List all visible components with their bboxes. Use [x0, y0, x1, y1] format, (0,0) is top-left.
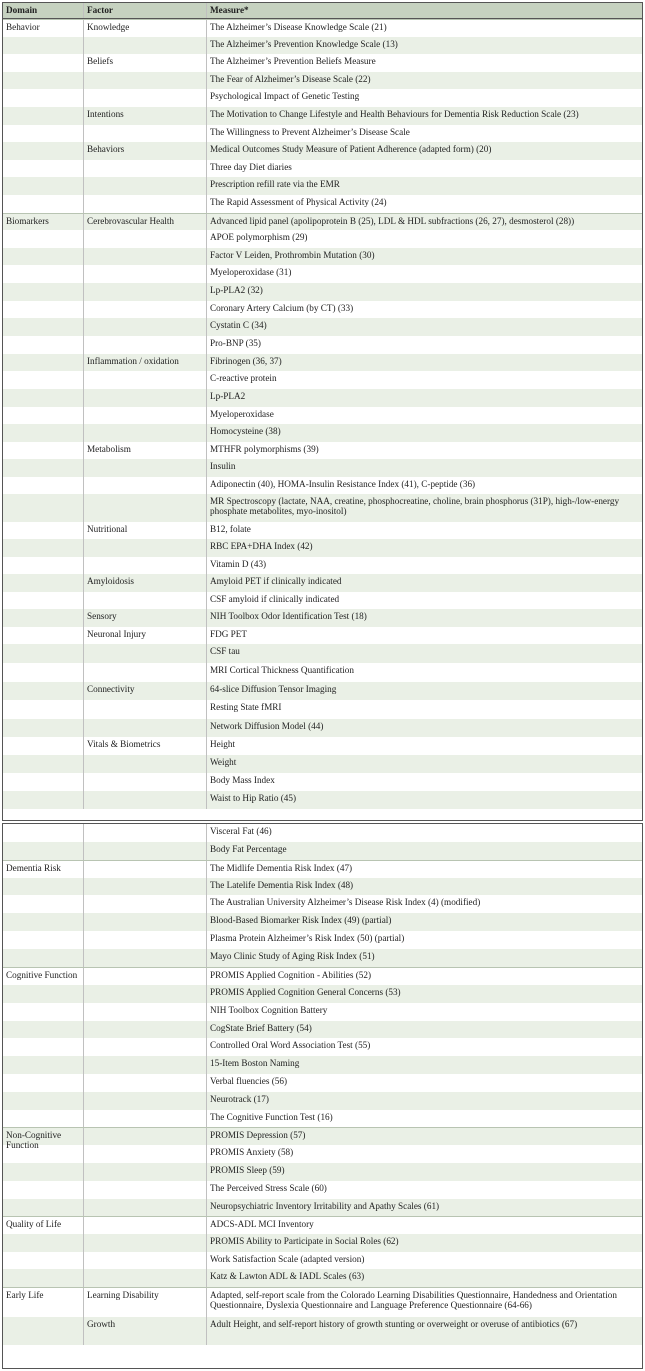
factor-cell — [83, 1234, 206, 1252]
measure-cell: The Alzheimer’s Disease Knowledge Scale (21) — [206, 20, 644, 37]
domain-cell — [3, 824, 83, 842]
domain-cell — [3, 682, 83, 700]
domain-cell — [3, 557, 83, 574]
domain-cell — [3, 574, 83, 592]
factor-cell — [83, 755, 206, 773]
factor-cell: Amyloidosis — [83, 574, 206, 592]
domain-cell — [3, 371, 83, 389]
domain-cell — [3, 1252, 83, 1269]
domain-cell — [3, 791, 83, 809]
table-row — [3, 1074, 642, 1092]
table-row — [3, 1199, 642, 1216]
domain-cell — [3, 442, 83, 459]
domain-cell — [3, 931, 83, 949]
measure-cell: The Latelife Dementia Risk Index (48) — [206, 878, 644, 895]
domain-cell — [3, 177, 83, 195]
domain-cell — [3, 719, 83, 737]
factor-cell — [83, 895, 206, 913]
factor-cell: Learning Disability — [83, 1288, 206, 1317]
factor-cell — [83, 1021, 206, 1038]
table-row — [3, 195, 642, 213]
factor-cell — [83, 949, 206, 967]
factor-cell — [83, 824, 206, 842]
domain-cell — [3, 755, 83, 773]
table-row — [3, 878, 642, 895]
measure-cell: The Perceived Stress Scale (60) — [206, 1181, 644, 1199]
domain-cell — [3, 195, 83, 213]
measure-cell: C-reactive protein — [206, 371, 644, 389]
domain-cell — [3, 336, 83, 354]
factor-cell — [83, 1056, 206, 1074]
domain-cell — [3, 301, 83, 318]
factor-cell — [83, 301, 206, 318]
measure-cell: MTHFR polymorphisms (39) — [206, 442, 644, 459]
measure-cell: Resting State fMRI — [206, 700, 644, 719]
factor-cell — [83, 1145, 206, 1163]
factor-cell — [83, 557, 206, 574]
domain-cell: Behavior — [6, 22, 40, 32]
factor-cell — [83, 842, 206, 860]
measure-cell: PROMIS Sleep (59) — [206, 1163, 644, 1181]
measure-cell: The Alzheimer’s Prevention Beliefs Measure — [206, 54, 644, 72]
table-row — [3, 609, 642, 627]
measure-cell: 15-Item Boston Naming — [206, 1056, 644, 1074]
measure-cell: Katz & Lawton ADL & IADL Scales (63) — [206, 1269, 644, 1287]
measure-cell: The Midlife Dementia Risk Index (47) — [206, 861, 644, 878]
measure-cell: Verbal fluencies (56) — [206, 1074, 644, 1092]
factor-cell — [83, 1199, 206, 1216]
factor-cell: Sensory — [83, 609, 206, 627]
domain-cell — [3, 424, 83, 442]
factor-cell — [83, 494, 206, 522]
domain-cell — [3, 142, 83, 160]
table-row — [3, 213, 642, 230]
factor-cell — [83, 424, 206, 442]
measure-cell: CSF amyloid if clinically indicated — [206, 592, 644, 609]
measure-cell: CSF tau — [206, 644, 644, 663]
table-row — [3, 644, 642, 663]
domain-cell — [3, 1269, 83, 1287]
table-row — [3, 371, 642, 389]
table-row — [3, 354, 642, 371]
domain-cell: Cognitive Function — [6, 970, 78, 980]
measure-cell: NIH Toolbox Cognition Battery — [206, 1003, 644, 1021]
table-row — [3, 682, 642, 700]
domain-cell — [3, 985, 83, 1003]
factor-cell — [83, 1163, 206, 1181]
table-row — [3, 1003, 642, 1021]
table-row — [3, 1234, 642, 1252]
domain-cell: Dementia Risk — [6, 863, 61, 873]
domain-cell — [3, 878, 83, 895]
table-row — [3, 389, 642, 407]
table-row — [3, 824, 642, 842]
table-row — [3, 592, 642, 609]
measure-cell: The Australian University Alzheimer’s Disease Risk Index (4) (modified) — [206, 895, 644, 913]
measure-cell: Neuropsychiatric Inventory Irritability and Apathy Scales (61) — [206, 1199, 644, 1216]
table-row — [3, 574, 642, 592]
measure-cell: RBC EPA+DHA Index (42) — [206, 539, 644, 557]
factor-cell — [83, 644, 206, 663]
measure-cell: Homocysteine (38) — [206, 424, 644, 442]
table-row — [3, 967, 642, 985]
factor-cell — [83, 318, 206, 336]
table-row — [3, 1092, 642, 1110]
domain-cell — [3, 477, 83, 494]
table-row — [3, 755, 642, 773]
table-row — [3, 459, 642, 477]
measure-cell: Adiponectin (40), HOMA-Insulin Resistance Index (41), C-peptide (36) — [206, 477, 644, 494]
measure-cell: Myeloperoxidase — [206, 407, 644, 424]
measure-cell: Advanced lipid panel (apolipoprotein B (25), LDL & HDL subfractions (26, 27), desmosterol (28)) — [206, 214, 644, 230]
domain-cell — [3, 737, 83, 755]
factor-cell — [83, 878, 206, 895]
measure-cell: Lp-PLA2 — [206, 389, 644, 407]
table-row — [3, 860, 642, 878]
measure-cell: The Rapid Assessment of Physical Activity (24) — [206, 195, 644, 213]
measure-cell: Adult Height, and self-report history of growth stunting or overweight or overuse of antibiotics (67) — [206, 1317, 644, 1345]
table-row — [3, 230, 642, 248]
table-row — [3, 19, 642, 37]
table-row — [3, 842, 642, 860]
table-row — [3, 72, 642, 89]
factor-cell: Vitals & Biometrics — [83, 737, 206, 755]
table-row — [3, 424, 642, 442]
table-row — [3, 1056, 642, 1074]
measure-cell: Myeloperoxidase (31) — [206, 265, 644, 283]
table-row — [3, 1181, 642, 1199]
table-row — [3, 895, 642, 913]
domain-cell — [3, 1021, 83, 1038]
measure-cell: Neurotrack (17) — [206, 1092, 644, 1110]
factor-cell — [83, 1110, 206, 1127]
factor-cell — [83, 195, 206, 213]
measure-cell: Network Diffusion Model (44) — [206, 719, 644, 737]
table-row — [3, 522, 642, 539]
measure-cell: Body Mass Index — [206, 773, 644, 791]
factor-cell — [83, 1252, 206, 1269]
table-row — [3, 1145, 642, 1163]
table-row — [3, 1163, 642, 1181]
measure-cell: NIH Toolbox Odor Identification Test (18) — [206, 609, 644, 627]
factor-cell: Growth — [83, 1317, 206, 1345]
factor-cell — [83, 37, 206, 54]
measure-cell: Fibrinogen (36, 37) — [206, 354, 644, 371]
factor-cell — [83, 1038, 206, 1056]
table-row — [3, 125, 642, 142]
factor-cell — [83, 283, 206, 301]
measure-cell: Mayo Clinic Study of Aging Risk Index (51) — [206, 949, 644, 967]
domain-cell: Non-Cognitive Function — [6, 1130, 62, 1151]
domain-cell — [3, 407, 83, 424]
factor-cell — [83, 230, 206, 248]
table-row — [3, 1269, 642, 1287]
domain-cell: Quality of Life — [6, 1219, 62, 1229]
table-row — [3, 627, 642, 644]
measure-cell: PROMIS Applied Cognition - Abilities (52) — [206, 968, 644, 985]
factor-cell: Intentions — [83, 107, 206, 125]
measure-cell: Vitamin D (43) — [206, 557, 644, 574]
factor-cell — [83, 861, 206, 878]
domain-cell — [3, 160, 83, 177]
domain-cell — [3, 354, 83, 371]
factor-cell: Beliefs — [83, 54, 206, 72]
measures-table-part-1 — [2, 2, 643, 821]
domain-cell — [3, 663, 83, 682]
factor-cell — [83, 248, 206, 265]
measure-cell: Prescription refill rate via the EMR — [206, 177, 644, 195]
domain-cell — [3, 949, 83, 967]
domain-cell — [3, 125, 83, 142]
table-row — [3, 791, 642, 809]
factor-cell — [83, 371, 206, 389]
measure-cell: Coronary Artery Calcium (by CT) (33) — [206, 301, 644, 318]
factor-cell — [83, 89, 206, 107]
domain-cell — [3, 318, 83, 336]
factor-cell — [83, 265, 206, 283]
table-row — [3, 737, 642, 755]
domain-cell — [3, 773, 83, 791]
table-row — [3, 142, 642, 160]
measure-cell: MRI Cortical Thickness Quantification — [206, 663, 644, 682]
domain-cell — [3, 522, 83, 539]
measure-cell: B12, folate — [206, 522, 644, 539]
measure-cell: The Motivation to Change Lifestyle and Health Behaviours for Dementia Risk Reduction Scale (23) — [206, 107, 644, 125]
factor-cell — [83, 477, 206, 494]
domain-cell — [3, 1199, 83, 1216]
table-row — [3, 913, 642, 931]
table-row — [3, 985, 642, 1003]
domain-cell — [3, 1074, 83, 1092]
measure-cell: Factor V Leiden, Prothrombin Mutation (30) — [206, 248, 644, 265]
domain-cell — [3, 842, 83, 860]
table-row — [3, 248, 642, 265]
domain-cell — [3, 913, 83, 931]
measure-cell: Lp-PLA2 (32) — [206, 283, 644, 301]
measure-cell: Height — [206, 737, 644, 755]
measure-cell: Three day Diet diaries — [206, 160, 644, 177]
domain-cell — [3, 107, 83, 125]
measure-cell: The Fear of Alzheimer’s Disease Scale (22) — [206, 72, 644, 89]
table-row — [3, 557, 642, 574]
measure-cell: APOE polymorphism (29) — [206, 230, 644, 248]
factor-cell — [83, 72, 206, 89]
domain-cell — [3, 459, 83, 477]
factor-cell — [83, 539, 206, 557]
table-row — [3, 494, 642, 522]
table-row — [3, 442, 642, 459]
measures-table-part-2 — [2, 823, 643, 1369]
domain-cell — [3, 895, 83, 913]
table-row — [3, 1252, 642, 1269]
factor-cell — [83, 931, 206, 949]
table-row — [3, 336, 642, 354]
table-row — [3, 1317, 642, 1345]
domain-cell: Biomarkers — [6, 216, 49, 226]
domain-cell: Early Life — [6, 1290, 44, 1300]
factor-cell — [83, 719, 206, 737]
factor-cell — [83, 592, 206, 609]
domain-cell — [3, 248, 83, 265]
domain-cell — [3, 1163, 83, 1181]
measure-cell: 64-slice Diffusion Tensor Imaging — [206, 682, 644, 700]
measure-cell: PROMIS Ability to Participate in Social Roles (62) — [206, 1234, 644, 1252]
factor-cell — [83, 1217, 206, 1234]
table-row — [3, 1287, 642, 1317]
table-row — [3, 773, 642, 791]
measure-cell: Body Fat Percentage — [206, 842, 644, 860]
factor-cell — [83, 968, 206, 985]
measure-cell: Cystatin C (34) — [206, 318, 644, 336]
factor-cell — [83, 773, 206, 791]
header-factor: Factor — [83, 3, 206, 18]
domain-cell — [3, 644, 83, 663]
factor-cell — [83, 1074, 206, 1092]
table-row — [3, 1216, 642, 1234]
measure-cell: Medical Outcomes Study Measure of Patient Adherence (adapted form) (20) — [206, 142, 644, 160]
factor-cell — [83, 985, 206, 1003]
measure-cell: PROMIS Applied Cognition General Concerns (53) — [206, 985, 644, 1003]
measure-cell: Weight — [206, 755, 644, 773]
measure-cell: The Alzheimer’s Prevention Knowledge Scale (13) — [206, 37, 644, 54]
factor-cell — [83, 700, 206, 719]
domain-cell — [3, 1234, 83, 1252]
factor-cell — [83, 336, 206, 354]
measure-cell: Work Satisfaction Scale (adapted version) — [206, 1252, 644, 1269]
measure-cell: Amyloid PET if clinically indicated — [206, 574, 644, 592]
table-row — [3, 931, 642, 949]
measure-cell: FDG PET — [206, 627, 644, 644]
factor-cell — [83, 1181, 206, 1199]
table-row — [3, 37, 642, 54]
table-row — [3, 663, 642, 682]
factor-cell — [83, 389, 206, 407]
measure-cell: Visceral Fat (46) — [206, 824, 644, 842]
header-measure: Measure* — [206, 3, 644, 18]
factor-cell — [83, 1269, 206, 1287]
table-row — [3, 160, 642, 177]
table-row — [3, 539, 642, 557]
table-row — [3, 1021, 642, 1038]
measure-cell: Pro-BNP (35) — [206, 336, 644, 354]
domain-cell — [3, 230, 83, 248]
domain-cell — [3, 1181, 83, 1199]
factor-cell — [83, 663, 206, 682]
factor-cell: Cerebrovascular Health — [83, 214, 206, 230]
header-domain: Domain — [6, 5, 38, 15]
factor-cell: Neuronal Injury — [83, 627, 206, 644]
domain-cell — [3, 1038, 83, 1056]
domain-cell — [3, 89, 83, 107]
table-row — [3, 89, 642, 107]
table-row — [3, 107, 642, 125]
table-row — [3, 477, 642, 494]
domain-cell — [3, 592, 83, 609]
domain-cell — [3, 494, 83, 522]
table-row — [3, 301, 642, 318]
measure-cell: PROMIS Depression (57) — [206, 1128, 644, 1145]
table-row — [3, 283, 642, 301]
measure-cell: MR Spectroscopy (lactate, NAA, creatine, phosphocreatine, choline, brain phosphorus (31P), high-/low-energy phosphate metabolites, myo-inositol) — [206, 494, 644, 522]
domain-cell — [3, 609, 83, 627]
table-row — [3, 407, 642, 424]
domain-cell — [3, 283, 83, 301]
factor-cell — [83, 125, 206, 142]
domain-cell — [3, 72, 83, 89]
table-row — [3, 1038, 642, 1056]
table-row — [3, 177, 642, 195]
factor-cell: Inflammation / oxidation — [83, 354, 206, 371]
factor-cell — [83, 791, 206, 809]
factor-cell — [83, 1003, 206, 1021]
table-header — [3, 3, 642, 19]
measure-cell: Controlled Oral Word Association Test (55) — [206, 1038, 644, 1056]
measure-cell: The Willingness to Prevent Alzheimer’s Disease Scale — [206, 125, 644, 142]
measure-cell: The Cognitive Function Test (16) — [206, 1110, 644, 1127]
domain-cell — [3, 389, 83, 407]
measure-cell: Plasma Protein Alzheimer’s Risk Index (50) (partial) — [206, 931, 644, 949]
factor-cell: Metabolism — [83, 442, 206, 459]
measure-cell: Waist to Hip Ratio (45) — [206, 791, 644, 809]
domain-cell — [3, 37, 83, 54]
table-row — [3, 318, 642, 336]
table-row — [3, 1127, 642, 1151]
measure-cell: Blood-Based Biomarker Risk Index (49) (partial) — [206, 913, 644, 931]
factor-cell — [83, 913, 206, 931]
measure-cell: Psychological Impact of Genetic Testing — [206, 89, 644, 107]
domain-cell — [3, 1056, 83, 1074]
table-row — [3, 949, 642, 967]
factor-cell: Knowledge — [83, 20, 206, 37]
table-row — [3, 265, 642, 283]
measure-cell: CogState Brief Battery (54) — [206, 1021, 644, 1038]
table-row — [3, 1110, 642, 1127]
measure-cell: Adapted, self-report scale from the Colorado Learning Disabilities Questionnaire, Handedness and Orientation Questionnaire, Dyslexia Questionnaire and Language Preference Questionnaire (64-66) — [206, 1288, 644, 1317]
factor-cell — [83, 407, 206, 424]
domain-cell — [3, 700, 83, 719]
domain-cell — [3, 627, 83, 644]
factor-cell: Behaviors — [83, 142, 206, 160]
domain-cell — [3, 54, 83, 72]
table-row — [3, 54, 642, 72]
measure-cell: ADCS-ADL MCI Inventory — [206, 1217, 644, 1234]
domain-cell — [3, 1003, 83, 1021]
table-row — [3, 719, 642, 737]
domain-cell — [3, 1092, 83, 1110]
factor-cell — [83, 160, 206, 177]
factor-cell: Nutritional — [83, 522, 206, 539]
factor-cell — [83, 1092, 206, 1110]
measure-cell: PROMIS Anxiety (58) — [206, 1145, 644, 1163]
measure-cell: Insulin — [206, 459, 644, 477]
domain-cell — [3, 1110, 83, 1127]
domain-cell — [3, 1317, 83, 1345]
factor-cell — [83, 1128, 206, 1145]
factor-cell — [83, 459, 206, 477]
domain-cell — [3, 539, 83, 557]
domain-cell — [3, 1145, 83, 1163]
factor-cell: Connectivity — [83, 682, 206, 700]
factor-cell — [83, 177, 206, 195]
domain-cell — [3, 265, 83, 283]
table-row — [3, 700, 642, 719]
